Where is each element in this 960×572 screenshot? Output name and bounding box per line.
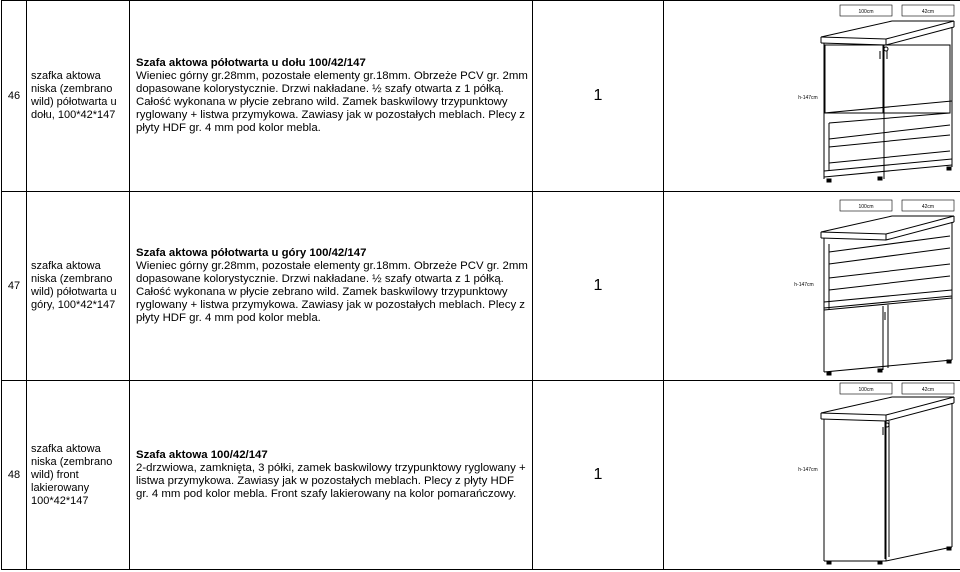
height-dimension-label: h-147cm [794,282,814,288]
depth-dimension-label: 42cm [921,9,935,15]
item-name: szafka aktowa niska (zembrano wild) front lakierowany 100*42*147 [27,381,130,570]
cabinet-half-open-top-drawing [664,192,960,380]
lock-icon [884,47,888,51]
row-number: 47 [2,192,27,381]
item-title: Szafa aktowa półotwarta u góry 100/42/147 [136,247,367,259]
width-dimension-label: 100cm [858,9,874,15]
item-drawing-cell [664,381,960,570]
item-description [130,192,533,381]
row-number: 48 [2,381,27,570]
item-name: szafka aktowa niska (zembrano wild) półotwarta u dołu, 100*42*147 [27,1,130,192]
item-quantity: 1 [533,381,664,570]
table-row [2,1,960,192]
height-dimension-label: h-147cm [798,95,818,101]
cabinet-half-open-bottom-drawing [664,1,960,191]
width-dimension-label: 100cm [858,387,874,393]
height-dimension-label: h-147cm [798,467,818,473]
item-quantity: 1 [533,192,664,381]
row-number: 46 [2,1,27,192]
item-description-text: Wieniec górny gr.28mm, pozostałe elementy gr.18mm. Obrzeże PCV gr. 2mm dopasowane kolorystycznie. Drzwi nakładane. ½ szafy otwarta z 1 półką. Całość wykonana w płycie zebrano wild. Zamek baskwilowy trzypunktowy ryglowany + listwa przymykowa. Zawiasy jak w pozostałych meblach. Plecy z płyty HDF gr. 4 mm pod kolor mebla. [136,260,528,324]
item-title: Szafa aktowa 100/42/147 [136,449,268,461]
depth-dimension-label: 42cm [921,387,935,393]
item-drawing-cell [664,1,960,192]
item-description [130,381,533,570]
item-drawing-cell [664,192,960,381]
item-quantity: 1 [533,1,664,192]
depth-dimension-label: 42cm [921,204,935,210]
item-title: Szafa aktowa półotwarta u dołu 100/42/147 [136,57,366,69]
specification-table [1,0,960,570]
table-row [2,381,960,570]
width-dimension-label: 100cm [858,204,874,210]
table-row [2,192,960,381]
item-description-text: 2-drzwiowa, zamknięta, 3 półki, zamek baskwilowy trzypunktowy ryglowany + listwa przymykowa. Zawiasy jak w pozostałych meblach. Plecy z płyty HDF gr. 4 mm pod kolor mebla. Front szafy lakierowany na kolor pomarańczowy. [136,462,526,500]
cabinet-closed-drawing [664,381,960,569]
item-description [130,1,533,192]
item-description-text: Wieniec górny gr.28mm, pozostałe elementy gr.18mm. Obrzeże PCV gr. 2mm dopasowane kolorystycznie. Drzwi nakładane. ½ szafy otwarta z 1 półką. Całość wykonana w płycie zebrano wild. Zamek baskwilowy trzypunktowy ryglowany + listwa przymykowa. Zawiasy jak w pozostałych meblach. Plecy z płyty HDF gr. 4 mm pod kolor mebla. [136,70,528,134]
item-name: szafka aktowa niska (zembrano wild) półotwarta u góry, 100*42*147 [27,192,130,381]
